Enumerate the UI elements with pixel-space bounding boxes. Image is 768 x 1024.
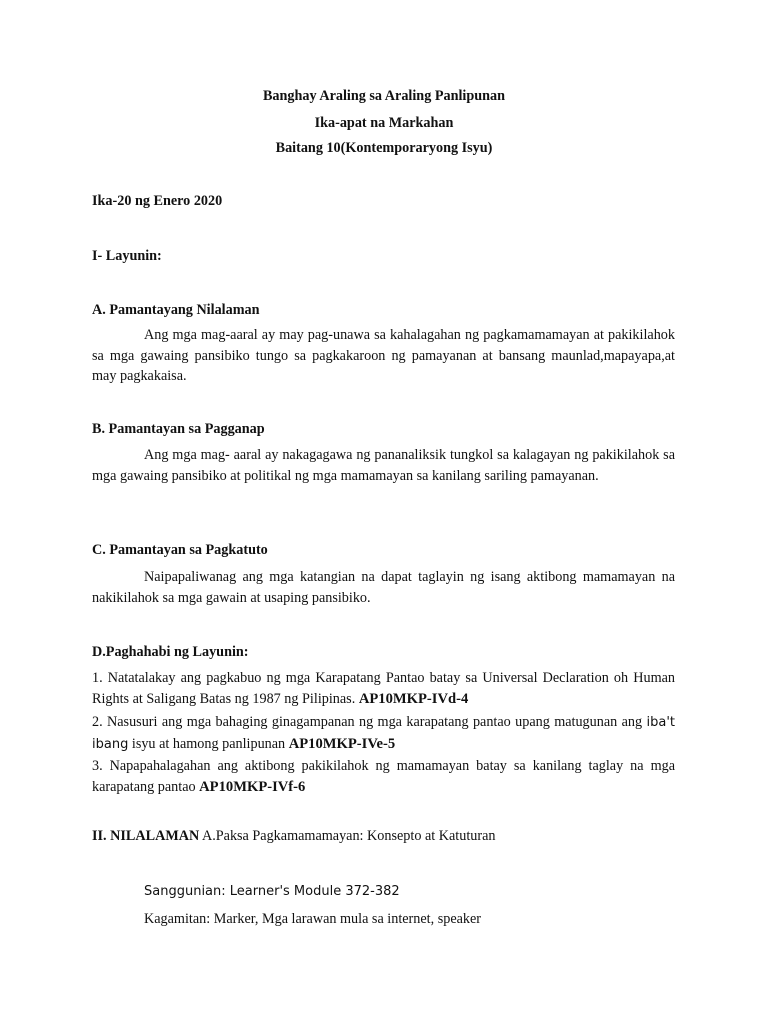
section-c-heading: C. Pamantayan sa Pagkatuto: [92, 542, 268, 558]
section-a-heading: A. Pamantayang Nilalaman: [92, 302, 260, 318]
objectives-heading: I- Layunin:: [92, 248, 162, 264]
section-ii: [92, 826, 496, 846]
objective-item-3: [92, 756, 675, 797]
references-sanggunian: Sanggunian: Learner's Module 372-382: [144, 884, 400, 899]
document-quarter: Ika-apat na Markahan: [314, 115, 454, 131]
objective-item-2-text-b: isyu at hamong panlipunan: [128, 735, 289, 752]
section-d-heading: D.Paghahabi ng Layunin:: [92, 644, 249, 660]
objective-item-3-text: 3. Napapahalagahan ang aktibong pakikilahok ng mamamayan batay sa kanilang taglay na mga karapatang pantao: [92, 758, 675, 795]
section-b-text: Ang mga mag- aaral ay nakagagawa ng pananaliksik tungkol sa kalagayan ng pakikilahok sa mga gawaing pansibiko at politikal ng mga mamamayan sa kanilang sariling pamayanan.: [92, 447, 675, 484]
document-grade: Baitang 10(Kontemporaryong Isyu): [275, 140, 493, 156]
section-ii-text: A.Paksa Pagkamamamayan: Konsepto at Katuturan: [199, 828, 496, 844]
section-ii-heading: II. NILALAMAN: [92, 828, 200, 844]
objective-item-2-text-a: 2. Nasusuri ang mga bahaging ginagampanan ng mga karapatang pantao upang matugunan ang: [92, 714, 647, 730]
section-c-text: Naipapaliwanag ang mga katangian na dapat taglayin ng isang aktibong mamamayan na nakikilahok sa mga gawain at usaping pansibiko.: [92, 569, 675, 606]
objective-item-3-code: AP10MKP-IVf-6: [199, 778, 306, 795]
objective-item-1-code: AP10MKP-IVd-4: [358, 690, 469, 707]
document-date: Ika-20 ng Enero 2020: [92, 193, 223, 209]
objective-item-1-text: 1. Natatalakay ang pagkabuo ng mga Karapatang Pantao batay sa Universal Declaration oh Human Rights at Saligang Batas ng 1987 ng Pilipinas.: [92, 670, 675, 707]
objective-item-1: [92, 668, 675, 709]
objective-item-2-code: AP10MKP-IVe-5: [288, 735, 396, 752]
document-title: Banghay Araling sa Araling Panlipunan: [262, 88, 506, 104]
objective-item-2: [92, 712, 675, 755]
objective-item-2-text-sans: iba't ibang: [92, 715, 675, 752]
section-a-text: Ang mga mag-aaral ay may pag-unawa sa kahalagahan ng pagkamamamayan at pakikilahok sa mga gawaing pansibiko tungo sa pagkakaroon ng pamayanan at bansang maunlad,mapayapa,at may pagkakaisa.: [92, 327, 675, 384]
references-kagamitan: Kagamitan: Marker, Mga larawan mula sa internet, speaker: [144, 911, 482, 927]
section-b-heading: B. Pamantayan sa Pagganap: [92, 421, 265, 437]
